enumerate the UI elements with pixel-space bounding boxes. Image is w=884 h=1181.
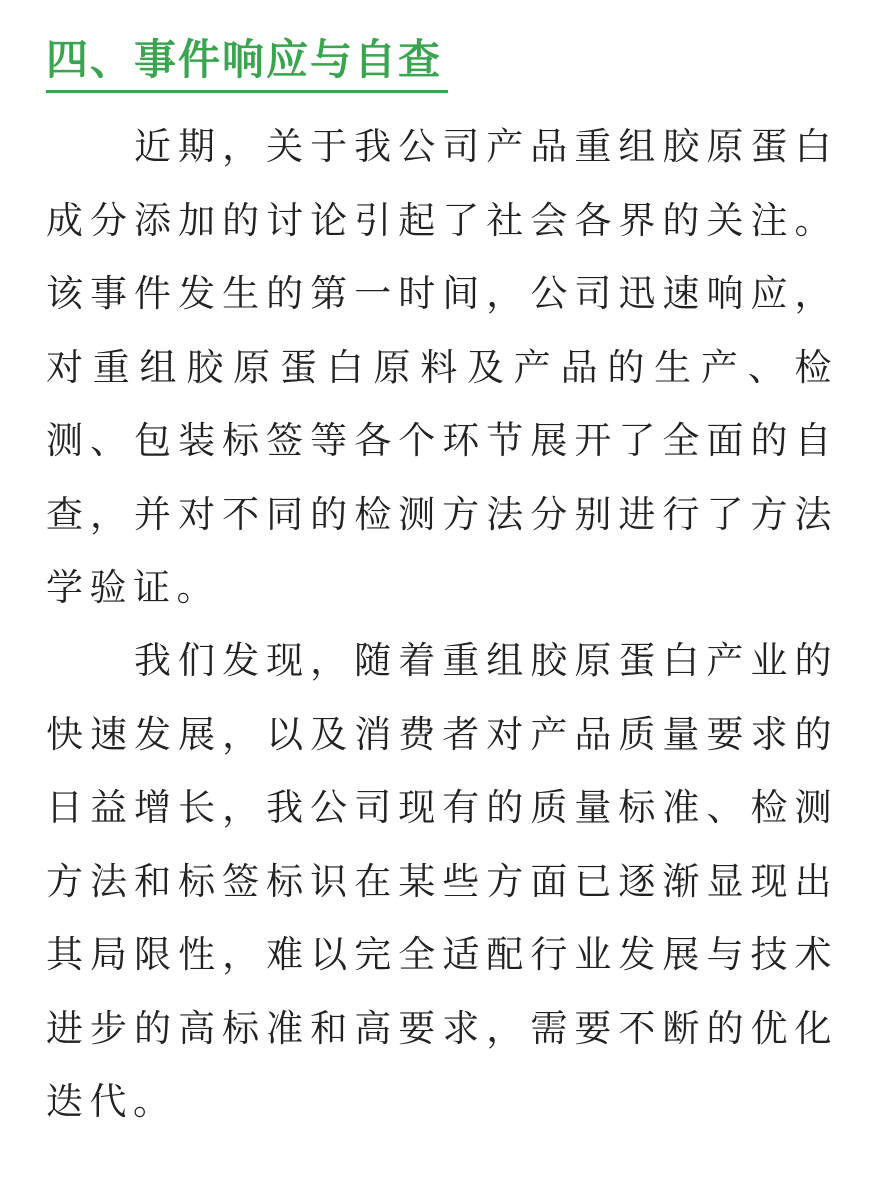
paragraph-2: 我们发现，随着重组胶原蛋白产业的快速发展，以及消费者对产品质量要求的日益增长，我公司现有的质量标准、检测方法和标签标识在某些方面已逐渐显现出其局限性，难以完全适配行业发展与技术进步的高标准和高要求，需要不断的优化迭代。: [46, 639, 838, 1123]
section-heading-container: [46, 30, 448, 93]
section-heading: 四、事件响应与自查: [46, 30, 448, 93]
paragraph-block-2: [46, 624, 838, 1139]
paragraph-block-1: [46, 110, 838, 625]
paragraph-1: 近期，关于我公司产品重组胶原蛋白成分添加的讨论引起了社会各界的关注。该事件发生的第一时间，公司迅速响应，对重组胶原蛋白原料及产品的生产、检测、包装标签等各个环节展开了全面的自查，并对不同的检测方法分别进行了方法学验证。: [46, 125, 838, 609]
